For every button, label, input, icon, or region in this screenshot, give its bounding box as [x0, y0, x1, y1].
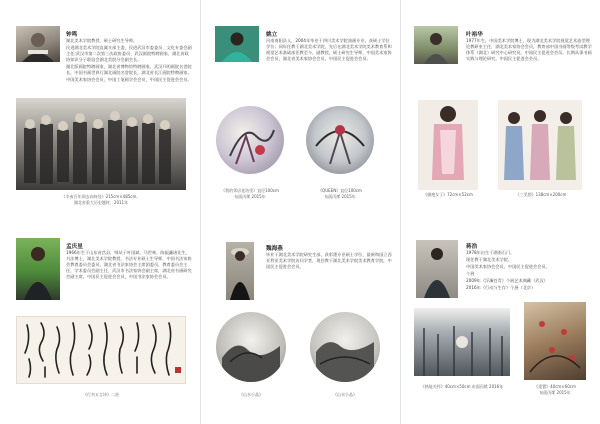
artwork-image [16, 98, 186, 190]
artwork-image [418, 100, 478, 190]
artwork-caption: 《山水小品》 [239, 392, 263, 397]
bio-line: 2016年《行动与生存》个展（北京） [466, 285, 536, 290]
bio-line: 1966年生于山东省莒县，师从于叶国斌、马世林，陈振濂诸先生，书法博士，湖北美术学院教授，书法专业硕士生导师，中国书法家协会教育委员会委员，湖北省书法家协会主席团委员，教育委员会主任，学术委员会副主任，武汉市书法家协会副主席，湖北省书画研究会副主席，中国民主促进会会员，中国书法家协会会员。 [66, 250, 192, 279]
artist-name: 蒋浩 [466, 244, 478, 250]
artwork-image [524, 302, 586, 380]
bio-line: 2009年《浮澜苍青》个展艺术典藏（武汉） [466, 278, 548, 283]
bio-line: 中国美术家协会会员，中国民主促进会会员。 [466, 264, 550, 269]
artwork-image [216, 106, 284, 174]
artist-portrait [414, 26, 458, 64]
artist-bio [466, 38, 592, 63]
artwork-image [216, 312, 286, 382]
artwork-caption: 《热能关怀》40cm×50cm 布面丙烯 2016年 [420, 384, 504, 389]
artwork-caption: 《三美图》138cm×200cm [515, 192, 567, 197]
bio-line: 现任教于湖北美术学院。 [466, 257, 513, 262]
artwork-image [310, 312, 380, 382]
panel-divider-left [200, 0, 201, 424]
artwork-caption: 《行书五言诗》二首 [83, 392, 119, 397]
artist-bio [466, 250, 592, 292]
artist-portrait [16, 238, 60, 300]
bio-line: 民进湖北美术学院直属支部主委，民进武汉市委委员、文化专委会副主任;武汉市第二次第三次政协委员、武汉画院特聘画家、湖北省政协知识分子联谊会湖北美院分会副会长。 [66, 45, 192, 62]
artwork-caption: 《山水小品》 [333, 392, 357, 397]
artist-bio [66, 38, 192, 84]
artist-name: 叶裕华 [466, 32, 483, 38]
artwork-caption: 《旗袍女子》72cm×52cm [423, 192, 473, 197]
bio-line: 河南南阳县人，2004年毕业于四川美术学院油画专业，获硕士学位学位；同年任教于湖北美术学院，先后在湖北美术学院美术教育系和视觉艺术基础部任教至今，副教授，硕士研究生导师，中国美术家协会会员，湖北省美术家协会会员，中国民主促进会会员。 [266, 38, 392, 61]
artwork-image [414, 308, 510, 376]
artist-portrait [416, 240, 458, 298]
artwork-caption: 《我的邻居花坊里》直径100cm 布面丙烯 2015年 [221, 188, 279, 199]
artist-portrait [16, 26, 60, 62]
bio-line: 中国美术家协会会员，中国工笔画学会会员，中国民主促进会会员。 [66, 77, 192, 82]
artist-portrait [226, 242, 254, 300]
artwork-caption: 《辛亥百年即去向何处》215cm×485cm， 湖北省重大历史题材，2011年 [61, 194, 141, 205]
artwork-image [16, 316, 186, 384]
bio-line: 个展 [466, 271, 475, 276]
artwork-caption: 《重置》40cm×60cm 布面丙烯 2015年 [534, 384, 576, 395]
bio-line: 毕业于湖北美术学院研究生部，获彩墨专业硕士学位，最新和国立西亚利亚美术学院访问学者，现任教于湖北美术学院美术教育学院，中国民主促进会会员。 [266, 252, 392, 269]
artwork-image [498, 100, 582, 190]
panel-divider-right [400, 0, 401, 424]
artist-bio [66, 250, 192, 281]
artist-name: 魏海燕 [266, 246, 283, 252]
bio-line: 1977年生，中国美术学院博士，现为湖北美术学院视觉艺术造型理论教研室主任，湖北美术家协会会员，教育部中国书画等级考试教学体系（湖北）研究中心研究员，中国民主促进会会员。长期从事书画实践与理论研究。中国民主促进会会员。 [466, 38, 592, 61]
artist-bio [266, 38, 392, 63]
bio-line: 湖北版画院特聘画家，湖北省博物馆特聘画家，武汉开明画院名誉院长，中国书画世界行湖北画院名誉院长，湖北省长江画院特聘画家。 [66, 64, 192, 75]
artwork-image [306, 106, 374, 174]
artist-name: 孟庆星 [66, 244, 83, 250]
bio-line: 1978年出生于湖南石门。 [466, 250, 515, 255]
artist-name: 钟鸣 [66, 32, 78, 38]
artist-name: 姚立 [266, 32, 278, 38]
artist-bio [266, 252, 392, 271]
bio-line: 湖北美术学院教授、硕士研究生导师。 [66, 38, 138, 43]
artist-portrait [215, 26, 259, 62]
artwork-caption: 《QUEEN》直径100cm 布面丙烯 2015年 [318, 188, 362, 199]
